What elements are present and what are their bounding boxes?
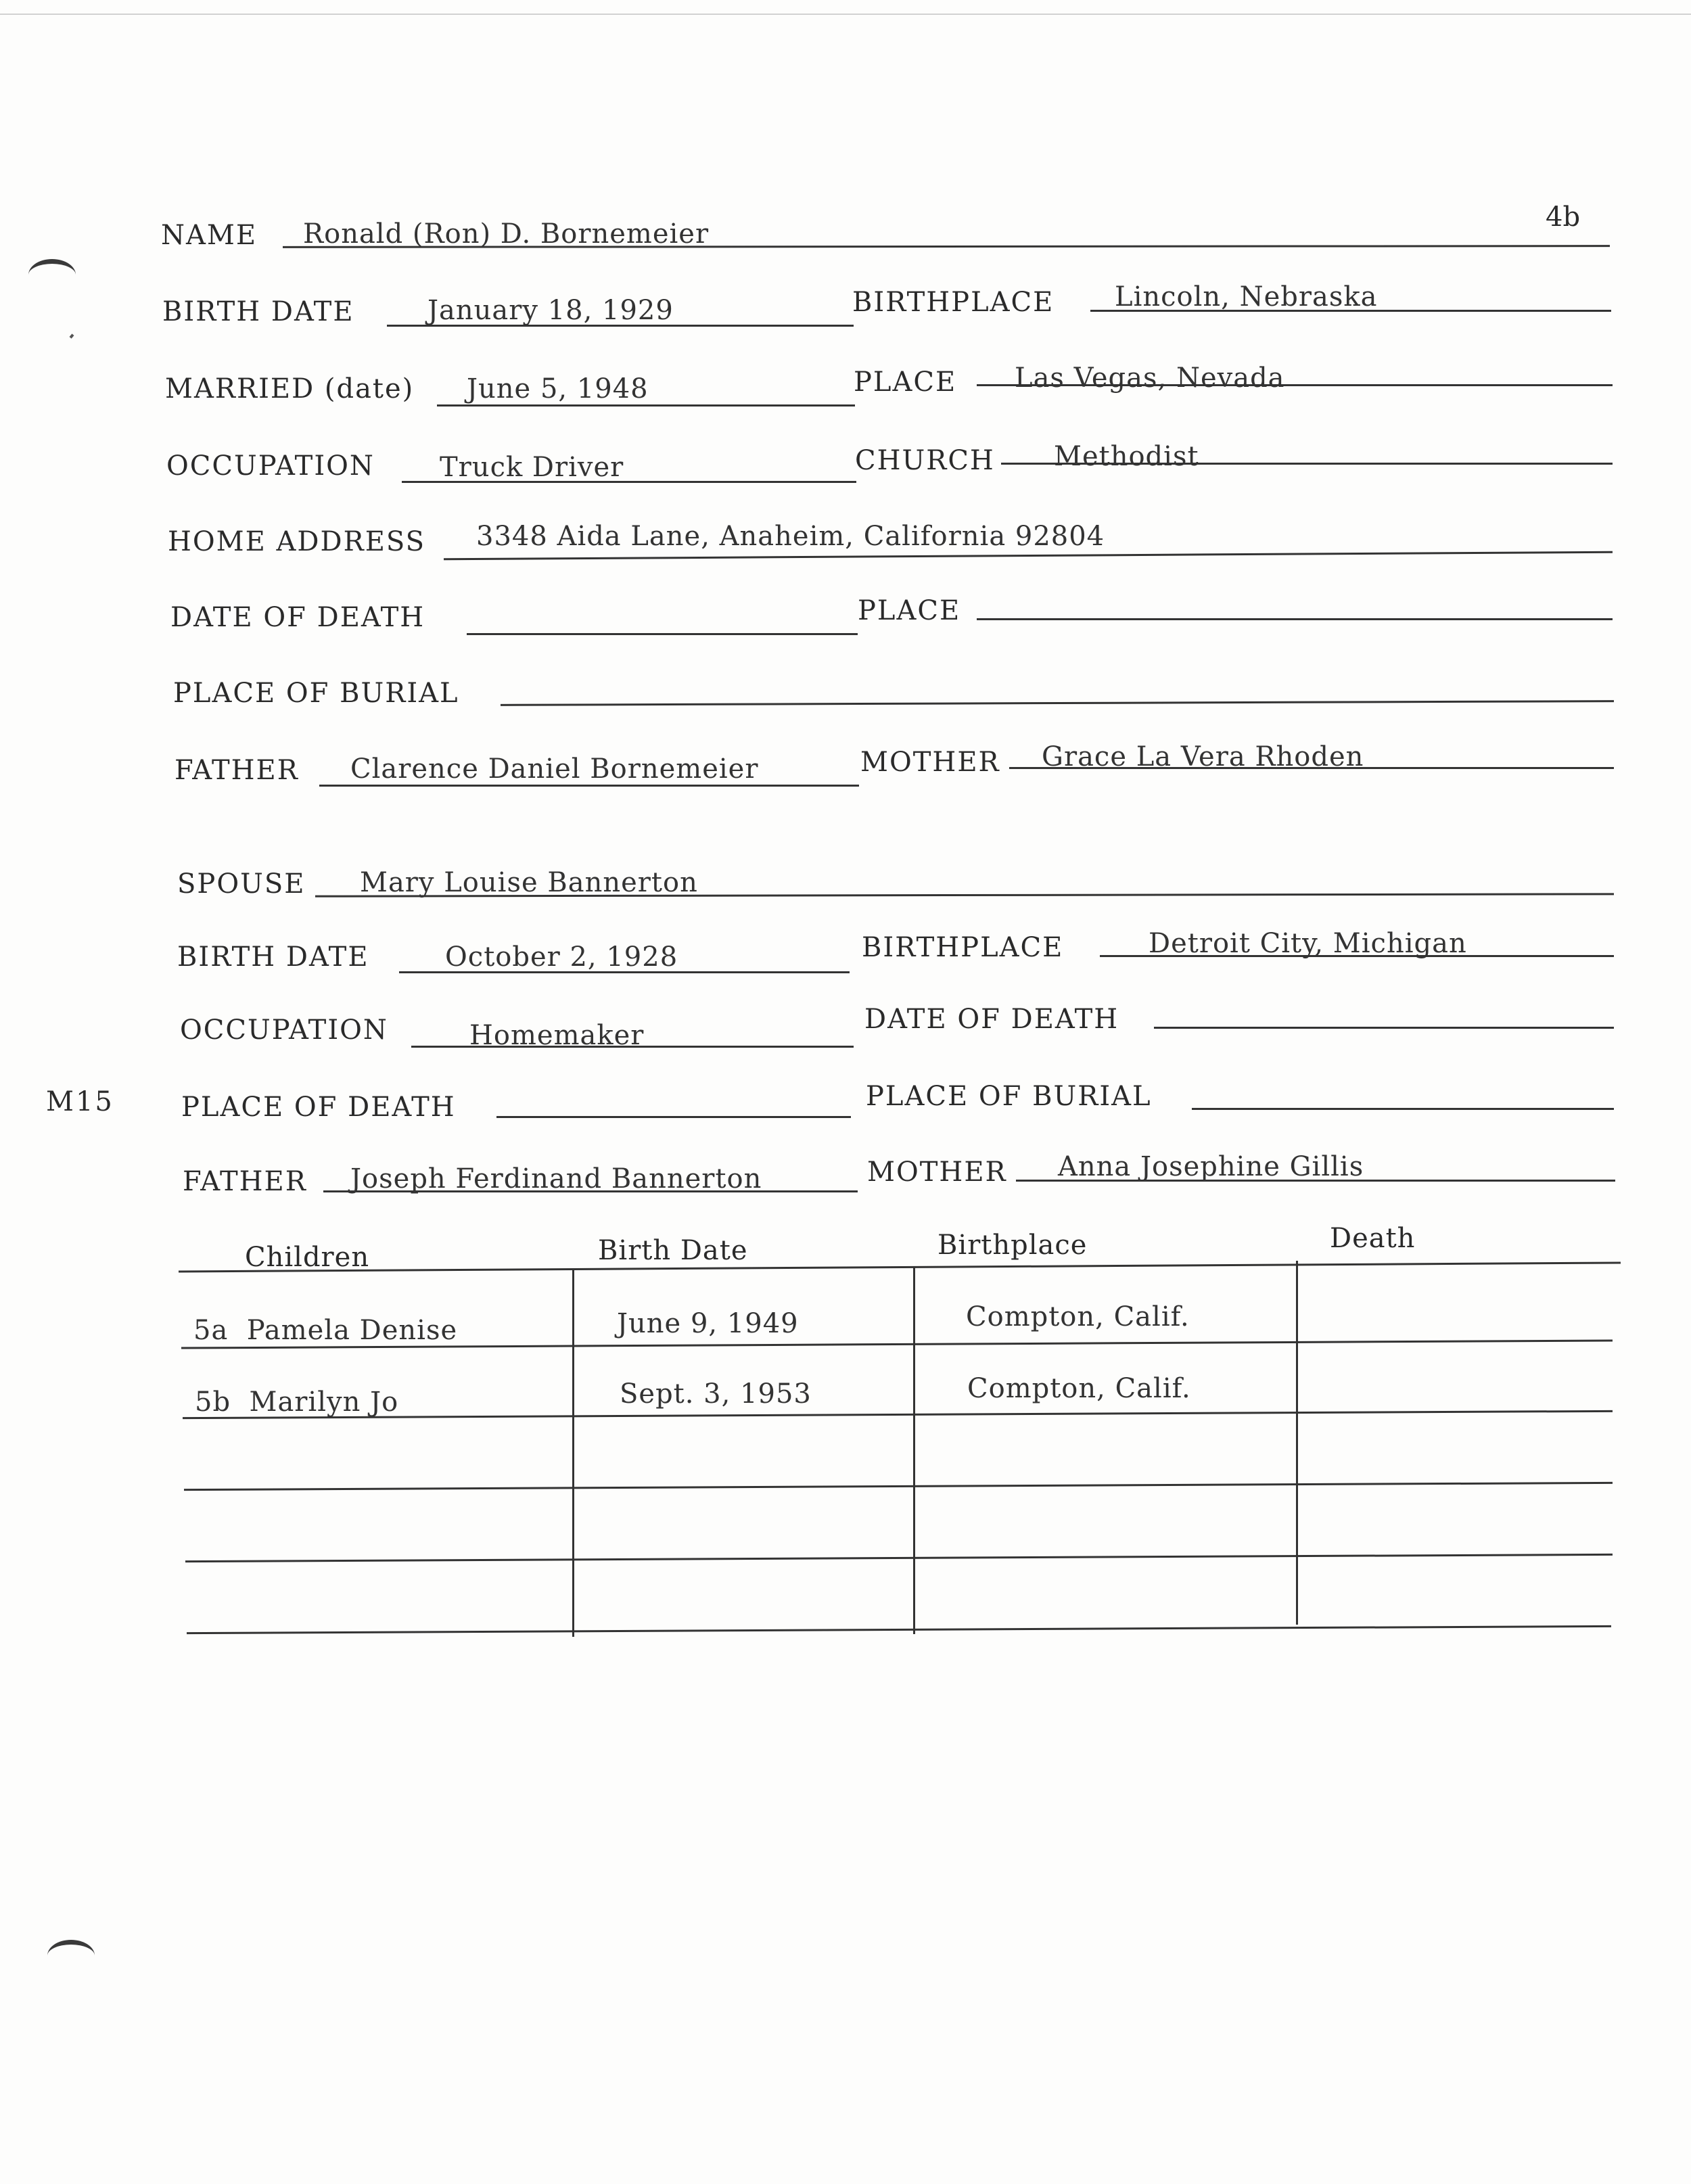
birth-date-header: Birth Date <box>598 1235 748 1266</box>
table-header-line <box>179 1261 1621 1272</box>
birth-date-label: BIRTH DATE <box>162 296 354 327</box>
death-header: Death <box>1330 1223 1416 1254</box>
table-column-divider <box>1296 1261 1298 1625</box>
child-birth-date: Sept. 3, 1953 <box>620 1378 812 1410</box>
home-address-line <box>444 551 1613 561</box>
name-value: Ronald (Ron) D. Bornemeier <box>303 218 710 250</box>
date-of-death-line <box>467 633 858 635</box>
scan-speck <box>70 333 74 338</box>
date-of-death-label: DATE OF DEATH <box>170 602 425 633</box>
father-value: Clarence Daniel Bornemeier <box>350 753 759 785</box>
home-address-value: 3348 Aida Lane, Anaheim, California 92804 <box>476 521 1105 552</box>
spouse-birthplace-label: BIRTHPLACE <box>862 932 1064 963</box>
spouse-occupation-value: Homemaker <box>469 1020 645 1051</box>
birthplace-header: Birthplace <box>937 1230 1088 1261</box>
father-line <box>319 785 859 787</box>
table-column-divider <box>572 1270 574 1637</box>
spouse-date-of-death-label: DATE OF DEATH <box>864 1004 1119 1035</box>
page-top-edge <box>0 14 1691 15</box>
birth-date-value: January 18, 1929 <box>427 295 674 326</box>
spouse-father-label: FATHER <box>183 1166 307 1197</box>
occupation-label: OCCUPATION <box>166 450 375 482</box>
spouse-mother-label: MOTHER <box>867 1157 1007 1188</box>
married-line <box>437 404 855 406</box>
spouse-place-of-burial-label: PLACE OF BURIAL <box>866 1081 1152 1112</box>
table-column-divider <box>913 1266 915 1634</box>
child-birthplace: Compton, Calif. <box>967 1373 1191 1404</box>
children-header: Children <box>245 1242 370 1273</box>
spouse-father-value: Joseph Ferdinand Bannerton <box>350 1163 762 1194</box>
spouse-occupation-label: OCCUPATION <box>180 1015 388 1046</box>
spouse-place-of-death-line <box>496 1116 851 1118</box>
place-of-burial-line <box>501 700 1614 706</box>
spouse-place-of-burial-line <box>1192 1108 1614 1110</box>
spouse-value: Mary Louise Bannerton <box>360 867 698 898</box>
birthplace-label: BIRTHPLACE <box>852 287 1055 318</box>
page-number: 4b <box>1546 202 1581 233</box>
spouse-mother-value: Anna Josephine Gillis <box>1058 1151 1364 1182</box>
spouse-birth-date-value: October 2, 1928 <box>445 942 678 973</box>
married-label: MARRIED (date) <box>165 373 415 404</box>
place-of-burial-label: PLACE OF BURIAL <box>173 678 459 709</box>
spouse-birthplace-value: Detroit City, Michigan <box>1149 928 1467 959</box>
occupation-value: Truck Driver <box>440 452 624 483</box>
church-value: Methodist <box>1054 441 1199 472</box>
child-birth-date: June 9, 1949 <box>617 1308 799 1339</box>
spouse-birth-date-label: BIRTH DATE <box>177 942 369 973</box>
child-name: 5a Pamela Denise <box>193 1315 458 1346</box>
home-address-label: HOME ADDRESS <box>168 526 425 557</box>
table-row-line <box>184 1482 1613 1491</box>
child-birthplace: Compton, Calif. <box>966 1301 1190 1332</box>
name-label: NAME <box>161 220 258 251</box>
child-name: 5b Marilyn Jo <box>195 1387 399 1418</box>
father-label: FATHER <box>175 755 299 786</box>
margin-note: M15 <box>46 1086 114 1117</box>
married-place-label: PLACE <box>854 367 957 398</box>
birthplace-value: Lincoln, Nebraska <box>1115 281 1378 312</box>
death-place-label: PLACE <box>858 595 961 626</box>
table-bottom-line <box>187 1625 1611 1634</box>
spouse-label: SPOUSE <box>177 868 306 900</box>
married-value: June 5, 1948 <box>467 373 649 404</box>
binder-hole-top <box>28 259 76 291</box>
married-place-value: Las Vegas, Nevada <box>1015 363 1285 394</box>
death-place-line <box>977 618 1613 620</box>
table-row-line <box>185 1554 1613 1562</box>
spouse-date-of-death-line <box>1154 1027 1614 1029</box>
spouse-place-of-death-label: PLACE OF DEATH <box>181 1092 456 1123</box>
mother-label: MOTHER <box>860 747 1000 778</box>
mother-value: Grace La Vera Rhoden <box>1042 741 1364 772</box>
church-label: CHURCH <box>855 445 995 476</box>
binder-hole-bottom <box>47 1940 95 1972</box>
